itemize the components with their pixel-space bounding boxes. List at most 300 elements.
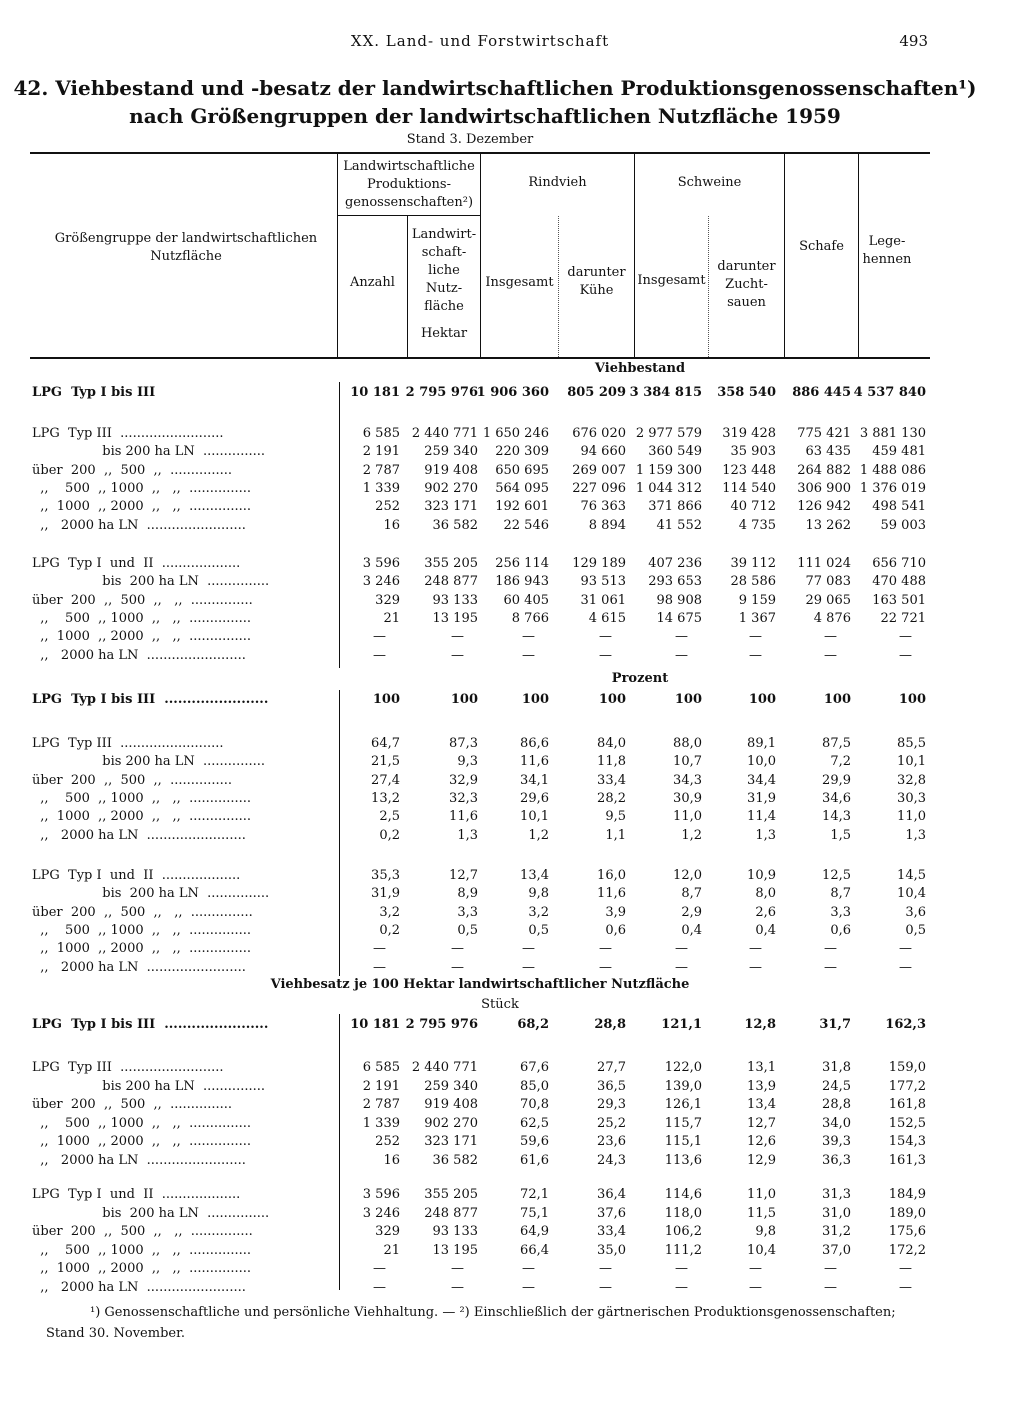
table-cell: — xyxy=(675,941,688,957)
table-cell: 27,7 xyxy=(597,1060,626,1075)
table-cell: — xyxy=(749,959,762,975)
table-cell: 3,2 xyxy=(379,904,400,920)
table-cell: 2 795 976 xyxy=(405,385,478,400)
table-cell: 1 650 246 xyxy=(482,426,549,441)
table-cell: 355 205 xyxy=(424,556,478,571)
table-cell: 4 615 xyxy=(588,610,626,626)
footnote-2: Stand 30. November. xyxy=(46,1326,186,1341)
table-cell: 100 xyxy=(898,692,926,707)
table-cell: 162,3 xyxy=(885,1017,926,1032)
row-label-text: bis 200 ha LN ............... xyxy=(32,574,270,590)
table-cell: 1,2 xyxy=(681,827,702,843)
table-cell: 11,8 xyxy=(597,754,626,770)
table-cell: 306 900 xyxy=(797,480,851,496)
table-cell: 24,3 xyxy=(597,1153,626,1168)
table-cell: 59,6 xyxy=(520,1134,549,1150)
table-cell: — xyxy=(675,1261,688,1277)
row-label-text: ,, 500 ,, 1000 ,, ,, ............... xyxy=(32,480,252,496)
row-label-text: bis 200 ha LN ............... xyxy=(32,754,265,770)
table-cell: 31,9 xyxy=(747,790,776,806)
row-label-text: bis 200 ha LN ............... xyxy=(32,1078,265,1094)
table-cell: 22 721 xyxy=(880,610,926,626)
row-label-text: bis 200 ha LN ............... xyxy=(32,886,270,902)
table-cell: 28 586 xyxy=(730,574,776,590)
table-cell: 3,3 xyxy=(830,904,851,920)
table-row xyxy=(0,481,1024,499)
table-cell: 64,7 xyxy=(371,736,400,751)
table-cell: 4 735 xyxy=(738,517,776,533)
table-cell: 86,6 xyxy=(520,736,549,751)
table-row xyxy=(0,1206,1024,1224)
table-cell: 59 003 xyxy=(880,517,926,533)
table-cell: 33,4 xyxy=(597,1224,626,1240)
table-cell: 154,3 xyxy=(888,1134,926,1150)
table-cell: — xyxy=(899,959,912,975)
table-cell: 0,6 xyxy=(605,922,626,938)
table-cell: 252 xyxy=(375,1134,400,1150)
table-cell: 139,0 xyxy=(664,1078,702,1094)
table-cell: 34,6 xyxy=(822,790,851,806)
table-cell: 220 309 xyxy=(495,444,549,460)
table-cell: — xyxy=(599,1280,612,1295)
table-cell: 93 133 xyxy=(432,1224,478,1240)
table-cell: 371 866 xyxy=(648,499,702,515)
table-cell: 2 191 xyxy=(362,444,400,460)
table-cell: 100 xyxy=(823,692,851,707)
table-row xyxy=(0,593,1024,611)
table-row xyxy=(0,960,1024,978)
table-cell: 902 270 xyxy=(424,480,478,496)
table-cell: 248 877 xyxy=(424,574,478,590)
table-cell: 22 546 xyxy=(503,517,549,533)
table-row xyxy=(0,463,1024,481)
table-cell: — xyxy=(899,647,912,663)
table-cell: 1,3 xyxy=(905,827,926,843)
table-cell: 10,4 xyxy=(897,886,926,902)
col-header-anzahl: Anzahl xyxy=(350,275,395,290)
table-cell: 34,4 xyxy=(747,772,776,788)
table-cell: 25,2 xyxy=(597,1115,626,1131)
row-label-text: ,, 2000 ha LN ........................ xyxy=(32,1153,246,1168)
table-cell: 21,5 xyxy=(371,754,400,770)
table-cell: — xyxy=(451,647,464,663)
table-cell: 192 601 xyxy=(495,499,549,515)
table-cell: — xyxy=(749,941,762,957)
table-cell: 360 549 xyxy=(648,444,702,460)
table-cell: 36 582 xyxy=(432,517,478,533)
table-cell: 186 943 xyxy=(495,574,549,590)
table-cell: 161,3 xyxy=(888,1153,926,1168)
table-row xyxy=(0,611,1024,629)
table-cell: 11,0 xyxy=(673,809,702,825)
table-cell: 27,4 xyxy=(371,772,400,788)
table-cell: 3,2 xyxy=(528,904,549,920)
footnote-1: ¹) Genossenschaftliche und persönliche Viehhaltung. — ²) Einschließlich der gärtnerischen Produktionsgenossenschaften; xyxy=(90,1305,896,1320)
table-cell: 1 488 086 xyxy=(859,462,926,478)
table-row xyxy=(0,1224,1024,1242)
col-header-rind-insgesamt: Insgesamt xyxy=(485,275,554,290)
table-cell: 355 205 xyxy=(424,1187,478,1202)
table-cell: 16 xyxy=(383,517,400,533)
table-cell: — xyxy=(373,959,386,975)
table-cell: 100 xyxy=(372,692,400,707)
table-cell: 115,1 xyxy=(664,1134,702,1150)
row-label-text: ,, 1000 ,, 2000 ,, ,, ............... xyxy=(32,941,252,957)
table-cell: 0,5 xyxy=(528,922,549,938)
section-subtitle: Stück xyxy=(481,997,519,1012)
table-cell: — xyxy=(522,941,535,957)
table-cell: — xyxy=(599,629,612,645)
table-cell: — xyxy=(675,629,688,645)
col-header-hektar: Hektar xyxy=(420,326,468,341)
table-cell: 0,5 xyxy=(457,922,478,938)
table-cell: 100 xyxy=(674,692,702,707)
table-cell: 3 881 130 xyxy=(859,426,926,441)
table-cell: 39 112 xyxy=(730,556,776,571)
table-cell: — xyxy=(899,629,912,645)
row-label-text: ,, 2000 ha LN ........................ xyxy=(32,1280,246,1295)
table-row xyxy=(0,426,1024,444)
table-cell: 85,5 xyxy=(897,736,926,751)
table-cell: 28,8 xyxy=(822,1097,851,1113)
table-cell: — xyxy=(599,647,612,663)
table-cell: 10 181 xyxy=(350,385,400,400)
row-label-text: über 200 ,, 500 ,, ............... xyxy=(32,1097,233,1113)
table-cell: 256 114 xyxy=(495,556,549,571)
table-cell: 1 159 300 xyxy=(635,462,702,478)
table-row xyxy=(0,1134,1024,1152)
table-cell: 114 540 xyxy=(722,480,776,496)
table-cell: 264 882 xyxy=(797,462,851,478)
table-cell: 10,0 xyxy=(747,754,776,770)
table-cell: 72,1 xyxy=(520,1187,549,1202)
table-cell: 0,4 xyxy=(681,922,702,938)
table-cell: 67,6 xyxy=(520,1060,549,1075)
table-cell: 498 541 xyxy=(872,499,926,515)
table-cell: 113,6 xyxy=(664,1153,702,1168)
table-cell: 902 270 xyxy=(424,1115,478,1131)
table-cell: 75,1 xyxy=(520,1205,549,1221)
table-cell: 11,6 xyxy=(597,886,626,902)
row-label-text: ,, 1000 ,, 2000 ,, ,, ............... xyxy=(32,1134,252,1150)
table-cell: 14,3 xyxy=(822,809,851,825)
row-label-text: über 200 ,, 500 ,, ............... xyxy=(32,462,233,478)
table-cell: — xyxy=(824,1280,837,1295)
table-cell: 115,7 xyxy=(664,1115,702,1131)
col-header-legehennen: Lege-hennen xyxy=(862,234,912,267)
table-cell: 3 384 815 xyxy=(629,385,702,400)
table-row xyxy=(0,1017,1024,1035)
row-label-text: bis 200 ha LN ............... xyxy=(32,444,265,460)
row-label-text: LPG Typ I und II ................... xyxy=(32,556,241,571)
table-row xyxy=(0,773,1024,791)
table-cell: 319 428 xyxy=(722,426,776,441)
row-label-text: über 200 ,, 500 ,, ,, ............... xyxy=(32,1224,253,1240)
table-cell: 323 171 xyxy=(424,1134,478,1150)
table-cell: 31,2 xyxy=(822,1224,851,1240)
page-number: 493 xyxy=(899,32,928,50)
section-title: Prozent xyxy=(611,671,669,686)
row-label-text: ,, 2000 ha LN ........................ xyxy=(32,517,246,533)
table-cell: 93 133 xyxy=(432,592,478,608)
table-cell: — xyxy=(522,1261,535,1277)
table-cell: 11,0 xyxy=(897,809,926,825)
row-label-text: ,, 500 ,, 1000 ,, ,, ............... xyxy=(32,1115,252,1131)
table-cell: 3,3 xyxy=(457,904,478,920)
table-row xyxy=(0,444,1024,462)
table-cell: 2 440 771 xyxy=(411,426,478,441)
table-cell: 2,6 xyxy=(755,904,776,920)
table-cell: 3,6 xyxy=(905,904,926,920)
col-header-schafe: Schafe xyxy=(799,239,844,254)
table-cell: 252 xyxy=(375,499,400,515)
table-row xyxy=(0,556,1024,574)
table-cell: 9,5 xyxy=(605,809,626,825)
table-cell: 16 xyxy=(383,1153,400,1168)
table-cell: 16,0 xyxy=(597,868,626,883)
table-row xyxy=(0,754,1024,772)
table-cell: 2,5 xyxy=(379,809,400,825)
table-cell: 12,0 xyxy=(673,868,702,883)
table-cell: 9 159 xyxy=(738,592,776,608)
table-cell: 1 339 xyxy=(362,480,400,496)
row-label-text: ,, 2000 ha LN ........................ xyxy=(32,827,246,843)
table-cell: 459 481 xyxy=(872,444,926,460)
row-label-text: ,, 500 ,, 1000 ,, ,, ............... xyxy=(32,610,252,626)
table-cell: 10,7 xyxy=(673,754,702,770)
row-label-text: über 200 ,, 500 ,, ............... xyxy=(32,772,233,788)
table-cell: 1 376 019 xyxy=(859,480,926,496)
table-cell: 650 695 xyxy=(495,462,549,478)
table-cell: 10,9 xyxy=(747,868,776,883)
table-cell: 11,0 xyxy=(747,1187,776,1202)
table-row xyxy=(0,886,1024,904)
table-cell: 100 xyxy=(521,692,549,707)
table-cell: 3 596 xyxy=(362,556,400,571)
table-cell: 28,2 xyxy=(597,790,626,806)
row-label-text: LPG Typ I bis III ....................... xyxy=(32,692,269,707)
table-cell: 358 540 xyxy=(717,385,776,400)
table-cell: — xyxy=(899,1261,912,1277)
table-cell: 12,7 xyxy=(449,868,478,883)
table-cell: — xyxy=(451,629,464,645)
table-cell: 8 766 xyxy=(511,610,549,626)
row-label-text: LPG Typ I und II ................... xyxy=(32,1187,241,1202)
row-label-text: ,, 500 ,, 1000 ,, ,, ............... xyxy=(32,1242,252,1258)
table-cell: 919 408 xyxy=(424,1097,478,1113)
table-cell: 0,2 xyxy=(379,827,400,843)
table-cell: 656 710 xyxy=(872,556,926,571)
row-label-text: LPG Typ I und II ................... xyxy=(32,868,241,883)
table-row xyxy=(0,868,1024,886)
table-cell: 259 340 xyxy=(424,444,478,460)
row-label-text: LPG Typ III ......................... xyxy=(32,1060,224,1075)
table-cell: 31,8 xyxy=(822,1060,851,1075)
table-cell: 1 906 360 xyxy=(476,385,549,400)
table-title-line-1: 42. Viehbestand und -besatz der landwirtschaftlichen Produktionsgenossenschaften¹) xyxy=(13,76,977,100)
table-cell: 31,7 xyxy=(819,1017,851,1032)
col-header-zuchtsauen: darunter Zucht-sauen xyxy=(717,259,776,310)
table-cell: — xyxy=(599,959,612,975)
col-header-ln: Landwirt-schaft-liche Nutz-fläche xyxy=(411,227,477,314)
table-cell: 114,6 xyxy=(664,1187,702,1202)
table-cell: 3 246 xyxy=(362,574,400,590)
table-cell: 84,0 xyxy=(597,736,626,751)
table-cell: 0,4 xyxy=(755,922,776,938)
col-header-rindvieh: Rindvieh xyxy=(528,175,587,190)
table-cell: 1 339 xyxy=(362,1115,400,1131)
section-title: Viehbesatz je 100 Hektar landwirtschaftlicher Nutzfläche xyxy=(270,977,690,992)
table-cell: 12,9 xyxy=(747,1153,776,1168)
table-cell: 10,1 xyxy=(520,809,549,825)
table-row xyxy=(0,905,1024,923)
table-row xyxy=(0,1153,1024,1171)
col-header-kuehe: darunter Kühe xyxy=(567,265,626,298)
table-cell: — xyxy=(824,959,837,975)
table-cell: 37,6 xyxy=(597,1205,626,1221)
table-cell: 329 xyxy=(375,1224,400,1240)
table-row xyxy=(0,648,1024,666)
table-cell: 28,8 xyxy=(594,1017,626,1032)
row-label-text: ,, 1000 ,, 2000 ,, ,, ............... xyxy=(32,1261,252,1277)
table-cell: 12,5 xyxy=(822,868,851,883)
table-title-line-2: nach Größengruppen der landwirtschaftlichen Nutzfläche 1959 xyxy=(129,104,841,128)
table-cell: 37,0 xyxy=(822,1242,851,1258)
table-cell: 87,3 xyxy=(449,736,478,751)
table-cell: 886 445 xyxy=(792,385,851,400)
table-cell: 64,9 xyxy=(520,1224,549,1240)
table-cell: — xyxy=(599,1261,612,1277)
table-cell: 63 435 xyxy=(805,444,851,460)
table-cell: 21 xyxy=(383,610,400,626)
table-cell: 6 585 xyxy=(362,426,400,441)
table-cell: 227 096 xyxy=(572,480,626,496)
table-row xyxy=(0,791,1024,809)
row-label-text: ,, 2000 ha LN ........................ xyxy=(32,647,246,663)
table-cell: — xyxy=(373,1261,386,1277)
table-row xyxy=(0,1116,1024,1134)
table-cell: 87,5 xyxy=(822,736,851,751)
table-row xyxy=(0,1060,1024,1078)
table-cell: 8,7 xyxy=(830,886,851,902)
table-row xyxy=(0,1187,1024,1205)
table-cell: 3,9 xyxy=(605,904,626,920)
col-header-schweine-insgesamt: Insgesamt xyxy=(637,273,706,288)
table-cell: — xyxy=(522,1280,535,1295)
row-label-text: LPG Typ I bis III xyxy=(32,385,156,400)
table-cell: — xyxy=(824,1261,837,1277)
table-cell: 329 xyxy=(375,592,400,608)
table-cell: 39,3 xyxy=(822,1134,851,1150)
table-row xyxy=(0,1079,1024,1097)
table-cell: 88,0 xyxy=(673,736,702,751)
table-cell: 30,3 xyxy=(897,790,926,806)
table-cell: 36 582 xyxy=(432,1153,478,1168)
table-cell: 805 209 xyxy=(567,385,626,400)
table-cell: 3 246 xyxy=(362,1205,400,1221)
row-label-text: ,, 1000 ,, 2000 ,, ,, ............... xyxy=(32,809,252,825)
row-label-text: ,, 2000 ha LN ........................ xyxy=(32,959,246,975)
table-cell: 2 977 579 xyxy=(635,426,702,441)
table-cell: — xyxy=(749,1280,762,1295)
table-cell: — xyxy=(522,959,535,975)
table-cell: 8 894 xyxy=(588,517,626,533)
table-cell: 13,9 xyxy=(747,1078,776,1094)
row-label-text: ,, 1000 ,, 2000 ,, ,, ............... xyxy=(32,629,252,645)
table-cell: 8,7 xyxy=(681,886,702,902)
table-row xyxy=(0,385,1024,403)
table-row xyxy=(0,828,1024,846)
table-cell: 177,2 xyxy=(888,1078,926,1094)
table-cell: 29,6 xyxy=(520,790,549,806)
table-row xyxy=(0,1243,1024,1261)
table-cell: 161,8 xyxy=(888,1097,926,1113)
table-cell: 163 501 xyxy=(872,592,926,608)
table-cell: 13,2 xyxy=(371,790,400,806)
table-cell: 111 024 xyxy=(797,556,851,571)
table-cell: 32,8 xyxy=(897,772,926,788)
table-cell: 30,9 xyxy=(673,790,702,806)
table-cell: 33,4 xyxy=(597,772,626,788)
table-cell: 159,0 xyxy=(888,1060,926,1075)
table-cell: 1,1 xyxy=(605,827,626,843)
table-cell: 293 653 xyxy=(648,574,702,590)
table-cell: 269 007 xyxy=(572,462,626,478)
table-cell: 106,2 xyxy=(664,1224,702,1240)
table-cell: 89,1 xyxy=(747,736,776,751)
table-cell: 11,4 xyxy=(747,809,776,825)
table-cell: 2 787 xyxy=(362,462,400,478)
table-cell: 41 552 xyxy=(656,517,702,533)
table-cell: 0,2 xyxy=(379,922,400,938)
table-cell: 248 877 xyxy=(424,1205,478,1221)
table-cell: 172,2 xyxy=(888,1242,926,1258)
table-cell: 3 596 xyxy=(362,1187,400,1202)
table-row xyxy=(0,499,1024,517)
table-row xyxy=(0,629,1024,647)
table-cell: — xyxy=(824,629,837,645)
table-row xyxy=(0,1280,1024,1298)
row-label-text: LPG Typ I bis III ....................... xyxy=(32,1017,269,1032)
table-cell: — xyxy=(749,629,762,645)
table-cell: 77 083 xyxy=(805,574,851,590)
table-cell: 676 020 xyxy=(572,426,626,441)
table-cell: 12,8 xyxy=(744,1017,776,1032)
table-cell: 129 189 xyxy=(572,556,626,571)
table-cell: 24,5 xyxy=(822,1078,851,1094)
table-cell: 919 408 xyxy=(424,462,478,478)
running-title: XX. Land- und Forstwirtschaft xyxy=(350,32,610,50)
header-bottom-rule xyxy=(30,357,930,359)
table-cell: 152,5 xyxy=(888,1115,926,1131)
table-cell: 13,4 xyxy=(747,1097,776,1113)
table-cell: 1,3 xyxy=(457,827,478,843)
table-cell: 12,7 xyxy=(747,1115,776,1131)
col-header-group: Größengruppe der landwirtschaftlichen Nutzfläche xyxy=(54,231,318,264)
table-cell: 470 488 xyxy=(872,574,926,590)
table-cell: 13 262 xyxy=(805,517,851,533)
table-cell: 36,4 xyxy=(597,1187,626,1202)
table-cell: 34,1 xyxy=(520,772,549,788)
table-cell: 13 195 xyxy=(432,1242,478,1258)
table-cell: 32,3 xyxy=(449,790,478,806)
table-cell: 13 195 xyxy=(432,610,478,626)
table-cell: 121,1 xyxy=(661,1017,702,1032)
table-cell: — xyxy=(749,647,762,663)
table-cell: 76 363 xyxy=(580,499,626,515)
table-cell: 29,9 xyxy=(822,772,851,788)
table-cell: 407 236 xyxy=(648,556,702,571)
